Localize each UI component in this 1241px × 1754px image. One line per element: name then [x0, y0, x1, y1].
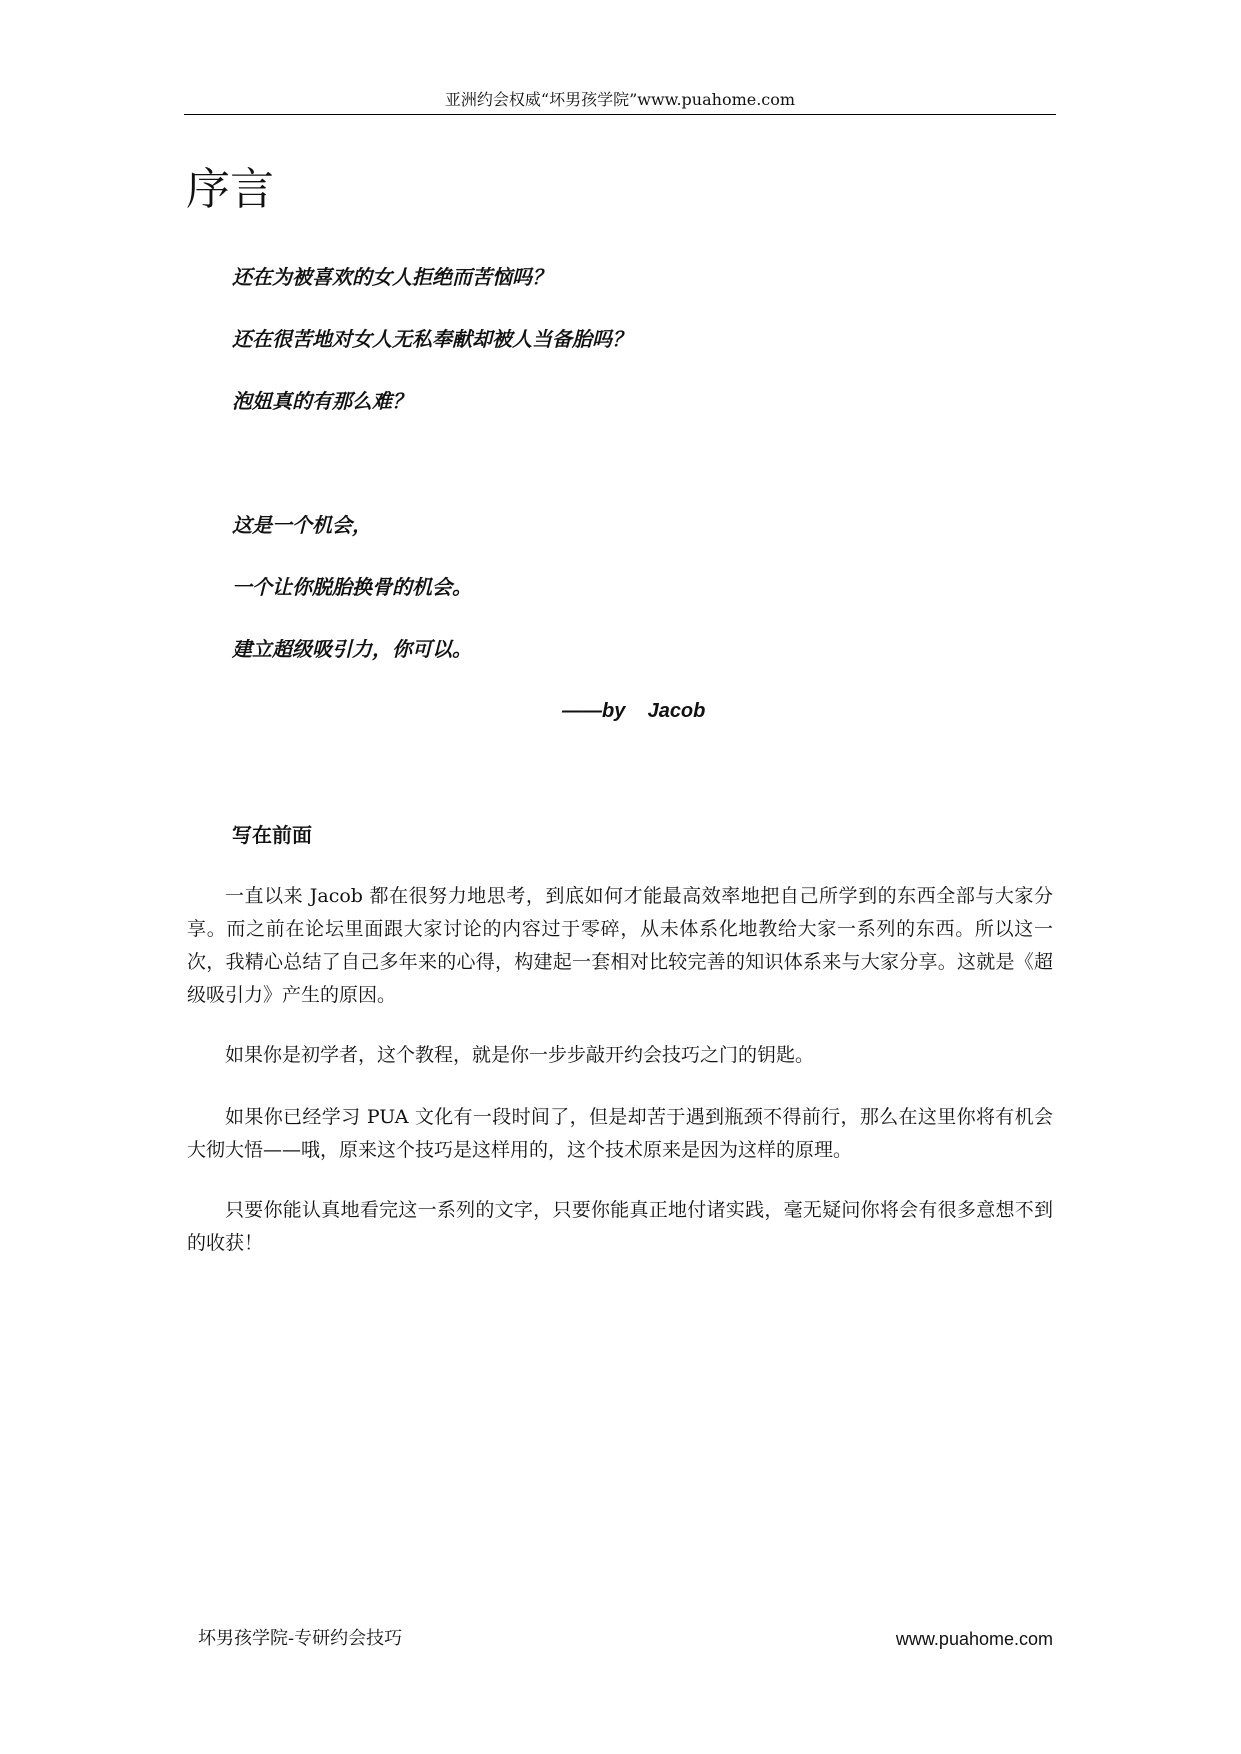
- author-signature: ——by Jacob: [562, 700, 706, 722]
- footer-left-text: 坏男孩学院-专研约会技巧: [198, 1628, 403, 1649]
- intro-question: 泡妞真的有那么难？: [232, 389, 412, 413]
- body-paragraph: 一直以来 Jacob 都在很努力地思考，到底如何才能最高效率地把自己所学到的东西全部与大家分享。而之前在论坛里面跟大家讨论的内容过于零碎，从未体系化地教给大家一系列的东西。所以这一次，我精心总结了自己多年来的心得，构建起一套相对比较完善的知识体系来与大家分享。这就是《超级吸引力》产生的原因。: [187, 885, 1053, 1006]
- intro-statement: 建立超级吸引力，你可以。: [232, 637, 472, 661]
- header-divider: [184, 114, 1056, 115]
- intro-statement: 一个让你脱胎换骨的机会。: [232, 575, 472, 599]
- intro-statement: 这是一个机会，: [232, 513, 372, 537]
- intro-question: 还在为被喜欢的女人拒绝而苦恼吗？: [232, 265, 552, 289]
- page-header: 亚洲约会权威“坏男孩学院”www.puahome.com: [444, 90, 796, 109]
- intro-question: 还在很苦地对女人无私奉献却被人当备胎吗？: [232, 327, 632, 351]
- footer-url: www.puahome.com: [895, 1629, 1053, 1649]
- body-paragraph: 如果你是初学者，这个教程，就是你一步步敲开约会技巧之门的钥匙。: [225, 1044, 815, 1066]
- section-heading: 写在前面: [232, 823, 312, 847]
- body-paragraph: 只要你能认真地看完这一系列的文字，只要你能真正地付诸实践，毫无疑问你将会有很多意想不到的收获！: [187, 1199, 1053, 1254]
- page-title: 序言: [186, 164, 274, 215]
- body-paragraph: 如果你已经学习 PUA 文化有一段时间了，但是却苦于遇到瓶颈不得前行，那么在这里你将有机会大彻大悟——哦，原来这个技巧是这样用的，这个技术原来是因为这样的原理。: [187, 1106, 1053, 1161]
